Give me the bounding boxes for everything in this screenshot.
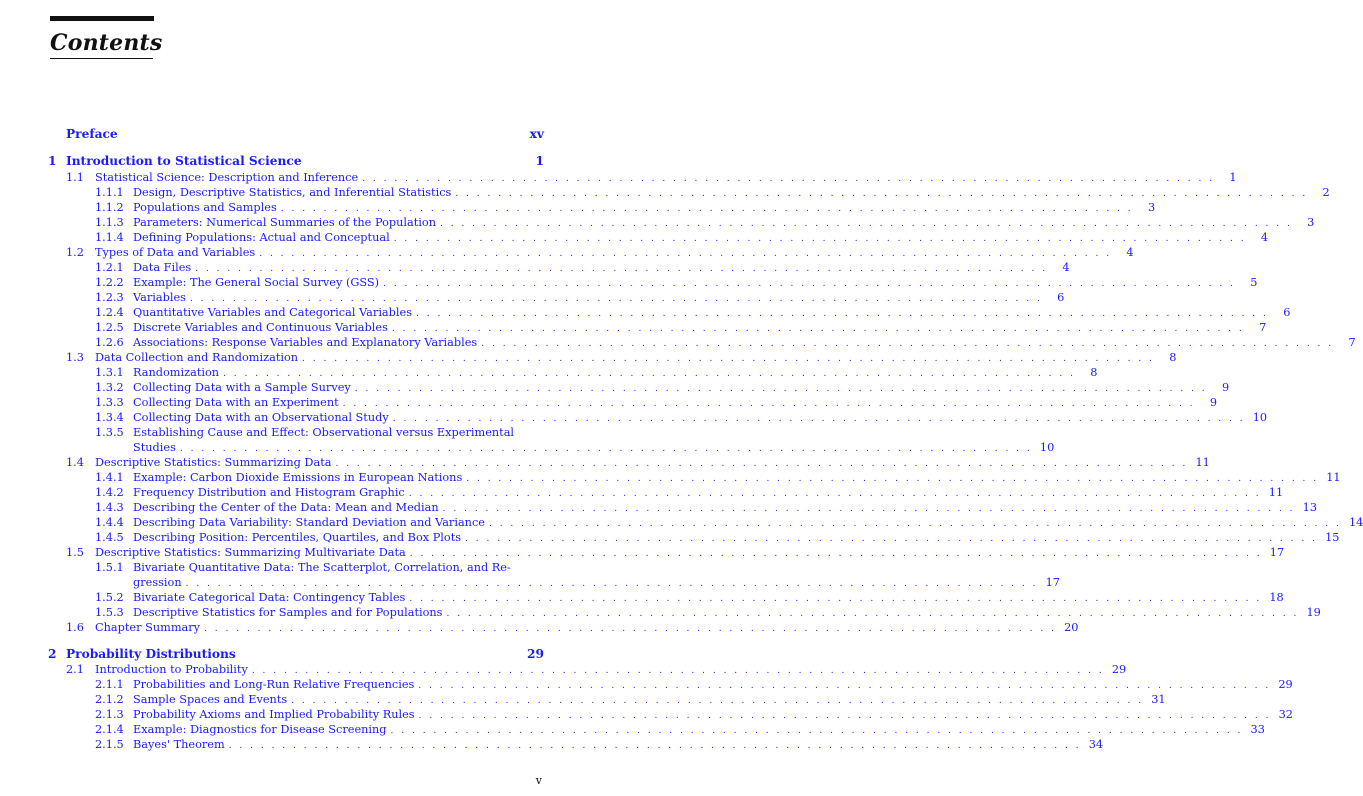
toc-leader-dots: . . . . . . . . . . . . . . . . . . . . . . . . . . . . . . . . . . . . . . . . . . . . . . . . . . . . . . . . . . . . . . . . . . . . . . . . . . . . . . . .: [455, 189, 1308, 199]
toc-entry[interactable]: [48, 305, 1291, 320]
toc-entry[interactable]: [48, 410, 1268, 425]
toc-entry[interactable]: [48, 260, 1070, 275]
toc-entry-page: 29: [1111, 663, 1127, 676]
toc-entry-page: 9: [1221, 381, 1230, 394]
toc-entry-title: Design, Descriptive Statistics, and Inferential Statistics: [133, 186, 452, 199]
toc-entry-number: 1.3.2: [95, 381, 124, 394]
toc-entry-title: Defining Populations: Actual and Conceptual: [133, 231, 390, 244]
toc-entry-title: Probability Distributions: [66, 647, 236, 661]
toc-entry-page: 5: [1250, 276, 1258, 289]
toc-leader-dots: . . . . . . . . . . . . . . . . . . . . . . . . . . . . . . . . . . . . . . . . . . . . . . . . . . . . . . . . . . . . . . . . . . . . . . . . . . . . . . . .: [409, 594, 1262, 604]
toc-entry-title: Bayes' Theorem: [133, 738, 225, 751]
toc-leader-dots: . . . . . . . . . . . . . . . . . . . . . . . . . . . . . . . . . . . . . . . . . . . . . . . . . . . . . . . . . . . . . . . . . . . . . . . . . . . . . . . .: [408, 489, 1262, 499]
toc-entry-page: 17: [1045, 576, 1060, 589]
toc-entry-page: xv: [529, 127, 544, 141]
toc-entry-page: 4: [1126, 246, 1134, 259]
toc-leader-dots: . . . . . . . . . . . . . . . . . . . . . . . . . . . . . . . . . . . . . . . . . . . . . . . . . . . . . . . . . . . . . . . . . . . . . . . . . . . . . . . .: [416, 309, 1269, 319]
toc-leader-dots: . . . . . . . . . . . . . . . . . . . . . . . . . . . . . . . . . . . . . . . . . . . . . . . . . . . . . . . . . . . . . . . . . . . . . . . . . . . . . . . .: [409, 549, 1263, 559]
toc-entry[interactable]: [48, 350, 1177, 365]
toc-entry-title: Example: Carbon Dioxide Emissions in European Nations: [133, 471, 463, 484]
toc-entry-page: 8: [1090, 366, 1098, 379]
toc-entry-page: 1: [535, 154, 544, 168]
toc-leader-dots: . . . . . . . . . . . . . . . . . . . . . . . . . . . . . . . . . . . . . . . . . . . . . . . . . . . . . . . . . . . . . . . . . . . . . . . . . . . . . . . .: [418, 711, 1271, 721]
toc-entry-number: 1.3.5: [95, 426, 124, 439]
toc-entry[interactable]: [48, 215, 1315, 230]
toc-entry-number: 1.5: [66, 546, 84, 559]
toc-leader-dots: . . . . . . . . . . . . . . . . . . . . . . . . . . . . . . . . . . . . . . . . . . . . . . . . . . . . . . . . . . . . . . . . . . . . . . . . . . . . . . . .: [259, 249, 1112, 259]
page-title: Contents: [50, 30, 163, 56]
toc-entry-number: 1.2.2: [95, 276, 124, 289]
toc-entry-page: 3: [1307, 216, 1315, 229]
toc-entry[interactable]: [48, 620, 1079, 635]
toc-entry-title: Chapter Summary: [95, 621, 201, 634]
toc-leader-dots: . . . . . . . . . . . . . . . . . . . . . . . . . . . . . . . . . . . . . . . . . . . . . . . . . . . . . . . . . . . . . . . . . . . . . . . . . . . . . . . .: [291, 696, 1144, 706]
toc-entry-page: 34: [1088, 738, 1104, 751]
toc-entry-number: 1.4.4: [95, 516, 124, 529]
toc-entry-title: Associations: Response Variables and Explanatory Variables: [133, 336, 478, 349]
toc-leader-dots: . . . . . . . . . . . . . . . . . . . . . . . . . . . . . . . . . . . . . . . . . . . . . . . . . . . . . . . . . . . . . . . . . . . . . . . . . . . . . . . .: [195, 264, 1048, 274]
toc-entry-title-continued: Studies: [133, 441, 176, 454]
toc-entry[interactable]: [48, 185, 1330, 200]
toc-entry-number: 1.5.1: [95, 561, 124, 574]
toc-entry[interactable]: [48, 722, 1265, 737]
toc-entry-continuation[interactable]: [48, 575, 1060, 590]
toc-entry-number: 2.1.3: [95, 708, 124, 721]
toc-entry-number: 1.2.4: [95, 306, 124, 319]
toc-entry[interactable]: [48, 605, 1321, 620]
toc-leader-dots: . . . . . . . . . . . . . . . . . . . . . . . . . . . . . . . . . . . . . . . . . . . . . . . . . . . . . . . . . . . . . . . . . . . . . . . . . . . . . . . .: [488, 519, 1342, 529]
toc-entry-page: 17: [1269, 546, 1285, 559]
toc-entry-number: 2.1.1: [95, 678, 124, 691]
toc-entry-title: Sample Spaces and Events: [133, 693, 288, 706]
toc-entry-title: Collecting Data with an Observational Study: [133, 411, 389, 424]
toc-leader-dots: . . . . . . . . . . . . . . . . . . . . . . . . . . . . . . . . . . . . . . . . . . . . . . . . . . . . . . . . . . . . . . . . . . . . . . . . . . . . . . . .: [354, 384, 1208, 394]
toc-entry-title: Collecting Data with a Sample Survey: [133, 381, 351, 394]
toc-entry-title: Descriptive Statistics for Samples and for Populations: [133, 606, 443, 619]
toc-entry[interactable]: [48, 127, 544, 142]
toc-entry[interactable]: [48, 230, 1269, 245]
toc-entry[interactable]: [48, 485, 1284, 500]
toc-leader-dots: . . . . . . . . . . . . . . . . . . . . . . . . . . . . . . . . . . . . . . . . . . . . . . . . . . . . . . . . . . . . . . . . . . . . . . . . . . . . . . . .: [390, 726, 1243, 736]
toc-entry-title: Data Files: [133, 261, 192, 274]
toc-entry[interactable]: [48, 677, 1293, 692]
toc-entry[interactable]: [48, 380, 1230, 395]
toc-entry-page: 11: [1268, 486, 1284, 499]
toc-entry-number: 1.1.2: [95, 201, 124, 214]
toc-entry-page: 8: [1169, 351, 1177, 364]
toc-leader-dots: . . . . . . . . . . . . . . . . . . . . . . . . . . . . . . . . . . . . . . . . . . . . . . . . . . . . . . . . . . . . . . . . . . . . . . . . . . . . . . . .: [223, 369, 1076, 379]
toc-entry-number: 1.4.1: [95, 471, 124, 484]
toc-leader-dots: . . . . . . . . . . . . . . . . . . . . . . . . . . . . . . . . . . . . . . . . . . . . . . . . . . . . . . . . . . . . . . . . . . . . . . . . . . . . . . . .: [251, 666, 1105, 676]
toc-entry[interactable]: [48, 470, 1341, 485]
toc-entry-title: Randomization: [133, 366, 220, 379]
toc-leader-dots: . . . . . . . . . . . . . . . . . . . . . . . . . . . . . . . . . . . . . . . . . . . . . . . . . . . . . . . . . . . . . . . . . . . . . . . . . . . . . . . .: [439, 219, 1293, 229]
toc-leader-dots: . . . . . . . . . . . . . . . . . . . . . . . . . . . . . . . . . . . . . . . . . . . . . . . . . . . . . . . . . . . . . . . . . . . . . . . . . . . . . . . .: [466, 474, 1319, 484]
toc-leader-dots: . . . . . . . . . . . . . . . . . . . . . . . . . . . . . . . . . . . . . . . . . . . . . . . . . . . . . . . . . . . . . . . . . . . . . . . . . . . . . . . .: [189, 294, 1043, 304]
toc-entry[interactable]: [48, 707, 1293, 722]
toc-entry-number: 1.2: [66, 246, 84, 259]
toc-entry-title: Descriptive Statistics: Summarizing Multivariate Data: [95, 546, 406, 559]
toc-entry-number: 1.2.3: [95, 291, 124, 304]
toc-entry-title: Quantitative Variables and Categorical Variables: [133, 306, 412, 319]
toc-entry-number: 1.3.1: [95, 366, 124, 379]
toc-entry-number: 2.1.5: [95, 738, 124, 751]
toc-entry-page: 31: [1151, 693, 1166, 706]
toc-leader-dots: . . . . . . . . . . . . . . . . . . . . . . . . . . . . . . . . . . . . . . . . . . . . . . . . . . . . . . . . . . . . . . . . . . . . . . . . . . . . . . . .: [228, 741, 1082, 751]
toc-entry-title: Descriptive Statistics: Summarizing Data: [95, 456, 332, 469]
toc-entry[interactable]: [48, 320, 1267, 335]
toc-entry-title: Introduction to Statistical Science: [66, 154, 302, 168]
toc-entry-continuation[interactable]: [48, 440, 1055, 455]
toc-entry-page: 14: [1348, 516, 1363, 529]
toc-leader-dots: . . . . . . . . . . . . . . . . . . . . . . . . . . . . . . . . . . . . . . . . . . . . . . . . . . . . . . . . . . . . . . . . . . . . . . . . . . . . . . . .: [393, 234, 1247, 244]
toc-entry[interactable]: [48, 170, 1237, 185]
toc-entry-title: Describing Data Variability: Standard Deviation and Variance: [133, 516, 485, 529]
toc-entry-number: 1.2.6: [95, 336, 124, 349]
toc-entry[interactable]: [48, 662, 1127, 677]
toc-entry-page: 2: [1322, 186, 1330, 199]
toc-entry[interactable]: [48, 545, 1285, 560]
toc-leader-dots: . . . . . . . . . . . . . . . . . . . . . . . . . . . . . . . . . . . . . . . . . . . . . . . . . . . . . . . . . . . . . . . . . . . . . . . . . . . . . . . .: [418, 681, 1271, 691]
toc-entry-title: Frequency Distribution and Histogram Graphic: [133, 486, 405, 499]
toc-leader-dots: . . . . . . . . . . . . . . . . . . . . . . . . . . . . . . . . . . . . . . . . . . . . . . . . . . . . . . . . . . . . . . . . . . . . . . . . . . . . . . . .: [342, 399, 1196, 409]
toc-entry-title-continued: gression: [133, 576, 182, 589]
page-number: v: [535, 774, 542, 787]
toc-entry-page: 33: [1250, 723, 1265, 736]
toc-entry-title: Example: Diagnostics for Disease Screening: [133, 723, 387, 736]
toc-leader-dots: . . . . . . . . . . . . . . . . . . . . . . . . . . . . . . . . . . . . . . . . . . . . . . . . . . . . . . . . . . . . . . . . . . . . . . . . . . . . . . . .: [383, 279, 1236, 289]
toc-entry[interactable]: [48, 530, 1340, 545]
toc-entry-title: Example: The General Social Survey (GSS): [133, 276, 380, 289]
toc-entry[interactable]: [48, 395, 1218, 410]
toc-entry-title: Bivariate Categorical Data: Contingency Tables: [133, 591, 406, 604]
toc-entry-number: 1.3.4: [95, 411, 124, 424]
toc-entry-title: Parameters: Numerical Summaries of the Population: [133, 216, 436, 229]
toc-entry[interactable]: [48, 647, 544, 662]
toc-entry-page: 10: [1039, 441, 1055, 454]
toc-entry[interactable]: [48, 275, 1258, 290]
toc-entry-title: Probabilities and Long-Run Relative Frequencies: [133, 678, 415, 691]
toc-entry-title: Statistical Science: Description and Inference: [95, 171, 359, 184]
toc-entry-number: 2.1: [66, 663, 84, 676]
toc-entry-title: Types of Data and Variables: [95, 246, 256, 259]
toc-entry-title: Bivariate Quantitative Data: The Scatterplot, Correlation, and Re-: [133, 561, 511, 574]
toc-entry-number: 1.1.3: [95, 216, 124, 229]
toc-entry[interactable]: [48, 590, 1284, 605]
toc-entry[interactable]: [48, 560, 544, 575]
toc-entry[interactable]: [48, 154, 544, 169]
toc-leader-dots: . . . . . . . . . . . . . . . . . . . . . . . . . . . . . . . . . . . . . . . . . . . . . . . . . . . . . . . . . . . . . . . . . . . . . . . . . . . . . . . .: [391, 324, 1245, 334]
toc-entry-number: 1.3: [66, 351, 84, 364]
toc-leader-dots: . . . . . . . . . . . . . . . . . . . . . . . . . . . . . . . . . . . . . . . . . . . . . . . . . . . . . . . . . . . . . . . . . . . . . . . . . . . . . . . .: [465, 534, 1318, 544]
toc-entry-number: 1.1.4: [95, 231, 124, 244]
toc-leader-dots: . . . . . . . . . . . . . . . . . . . . . . . . . . . . . . . . . . . . . . . . . . . . . . . . . . . . . . . . . . . . . . . . . . . . . . . . . . . . . . . .: [362, 174, 1215, 184]
toc-entry[interactable]: [48, 737, 1104, 752]
toc-entry-page: 20: [1064, 621, 1079, 634]
toc-entry-page: 29: [527, 647, 544, 661]
toc-entry-title: Variables: [133, 291, 186, 304]
toc-entry-page: 7: [1348, 336, 1356, 349]
toc-entry-title: Describing the Center of the Data: Mean and Median: [133, 501, 439, 514]
toc-entry-title: Describing Position: Percentiles, Quartiles, and Box Plots: [133, 531, 462, 544]
toc-leader-dots: . . . . . . . . . . . . . . . . . . . . . . . . . . . . . . . . . . . . . . . . . . . . . . . . . . . . . . . . . . . . . . . . . . . . . . . . . . . . . . . .: [302, 354, 1155, 364]
toc-entry-page: 9: [1209, 396, 1218, 409]
toc-entry-title: Introduction to Probability: [95, 663, 248, 676]
toc-entry-page: 19: [1306, 606, 1321, 619]
toc-entry-title: Populations and Samples: [133, 201, 277, 214]
toc-entry-number: 2.1.4: [95, 723, 124, 736]
toc-entry[interactable]: [48, 500, 1318, 515]
toc-entry-page: 7: [1259, 321, 1267, 334]
toc-entry-number: 1.6: [66, 621, 84, 634]
toc-entry-number: 1.2.5: [95, 321, 124, 334]
toc-leader-dots: . . . . . . . . . . . . . . . . . . . . . . . . . . . . . . . . . . . . . . . . . . . . . . . . . . . . . . . . . . . . . . . . . . . . . . . . . . . . . . . .: [335, 459, 1188, 469]
toc-entry[interactable]: [48, 290, 1065, 305]
toc-entry-page: 32: [1278, 708, 1293, 721]
toc-leader-dots: . . . . . . . . . . . . . . . . . . . . . . . . . . . . . . . . . . . . . . . . . . . . . . . . . . . . . . . . . . . . . . . . . . . . . . . . . . . . . . . .: [446, 609, 1299, 619]
toc-entry-number: 1.1.1: [95, 186, 124, 199]
toc-entry[interactable]: [48, 692, 1166, 707]
toc-entry-title: Collecting Data with an Experiment: [133, 396, 339, 409]
toc-entry-number: 1.5.2: [95, 591, 124, 604]
toc-entry[interactable]: [48, 335, 1356, 350]
toc-entry-page: 11: [1195, 456, 1210, 469]
toc-entry[interactable]: [48, 200, 1156, 215]
toc-entry-page: 6: [1283, 306, 1291, 319]
toc-entry-number: 1.1: [66, 171, 84, 184]
toc-entry-page: 29: [1278, 678, 1293, 691]
toc-entry-number: 1.2.1: [95, 261, 124, 274]
toc-entry-number: 2.1.2: [95, 693, 124, 706]
toc-entry-number: 1.3.3: [95, 396, 124, 409]
toc-entry-number: 1.4: [66, 456, 84, 469]
toc-leader-dots: . . . . . . . . . . . . . . . . . . . . . . . . . . . . . . . . . . . . . . . . . . . . . . . . . . . . . . . . . . . . . . . . . . . . . . . . . . . . . . . .: [442, 504, 1296, 514]
toc-entry-page: 13: [1302, 501, 1318, 514]
toc-entry-page: 3: [1147, 201, 1156, 214]
toc-entry-page: 4: [1260, 231, 1269, 244]
toc-entry-title: Discrete Variables and Continuous Variables: [133, 321, 388, 334]
toc-leader-dots: . . . . . . . . . . . . . . . . . . . . . . . . . . . . . . . . . . . . . . . . . . . . . . . . . . . . . . . . . . . . . . . . . . . . . . . . . . . . . . . .: [392, 414, 1246, 424]
toc-entry-page: 15: [1325, 531, 1340, 544]
toc-entry[interactable]: [48, 425, 544, 440]
toc-leader-dots: . . . . . . . . . . . . . . . . . . . . . . . . . . . . . . . . . . . . . . . . . . . . . . . . . . . . . . . . . . . . . . . . . . . . . . . . . . . . . . . .: [185, 579, 1038, 589]
toc-entry-title: Data Collection and Randomization: [95, 351, 299, 364]
toc-leader-dots: . . . . . . . . . . . . . . . . . . . . . . . . . . . . . . . . . . . . . . . . . . . . . . . . . . . . . . . . . . . . . . . . . . . . . . . . . . . . . . . .: [481, 339, 1334, 349]
toc-entry-number: 1.4.5: [95, 531, 124, 544]
toc-entry[interactable]: [48, 515, 1363, 530]
toc-leader-dots: . . . . . . . . . . . . . . . . . . . . . . . . . . . . . . . . . . . . . . . . . . . . . . . . . . . . . . . . . . . . . . . . . . . . . . . . . . . . . . . .: [280, 204, 1134, 214]
toc-entry-page: 6: [1057, 291, 1065, 304]
toc-entry-page: 4: [1062, 261, 1070, 274]
toc-entry-title: Preface: [66, 127, 118, 141]
toc-entry[interactable]: [48, 455, 1210, 470]
toc-entry-number: 1.4.2: [95, 486, 124, 499]
toc-entry-title: Establishing Cause and Effect: Observational versus Experimental: [133, 426, 515, 439]
toc-entry-number: 1.5.3: [95, 606, 124, 619]
toc-entry[interactable]: [48, 365, 1098, 380]
title-underline: [50, 58, 153, 59]
toc-leader-dots: . . . . . . . . . . . . . . . . . . . . . . . . . . . . . . . . . . . . . . . . . . . . . . . . . . . . . . . . . . . . . . . . . . . . . . . . . . . . . . . .: [179, 444, 1033, 454]
toc-entry-number: 2: [48, 647, 57, 661]
toc-entry-title: Probability Axioms and Implied Probability Rules: [133, 708, 415, 721]
toc-entry-page: 18: [1269, 591, 1284, 604]
toc-entry-number: 1: [48, 154, 57, 168]
toc-entry-page: 10: [1252, 411, 1268, 424]
toc-entry-page: 11: [1326, 471, 1341, 484]
toc-entry-number: 1.4.3: [95, 501, 124, 514]
toc-leader-dots: . . . . . . . . . . . . . . . . . . . . . . . . . . . . . . . . . . . . . . . . . . . . . . . . . . . . . . . . . . . . . . . . . . . . . . . . . . . . . . . .: [204, 624, 1057, 634]
toc-entry-page: 1: [1229, 171, 1237, 184]
toc-entry[interactable]: [48, 245, 1134, 260]
title-rule: [50, 16, 154, 21]
